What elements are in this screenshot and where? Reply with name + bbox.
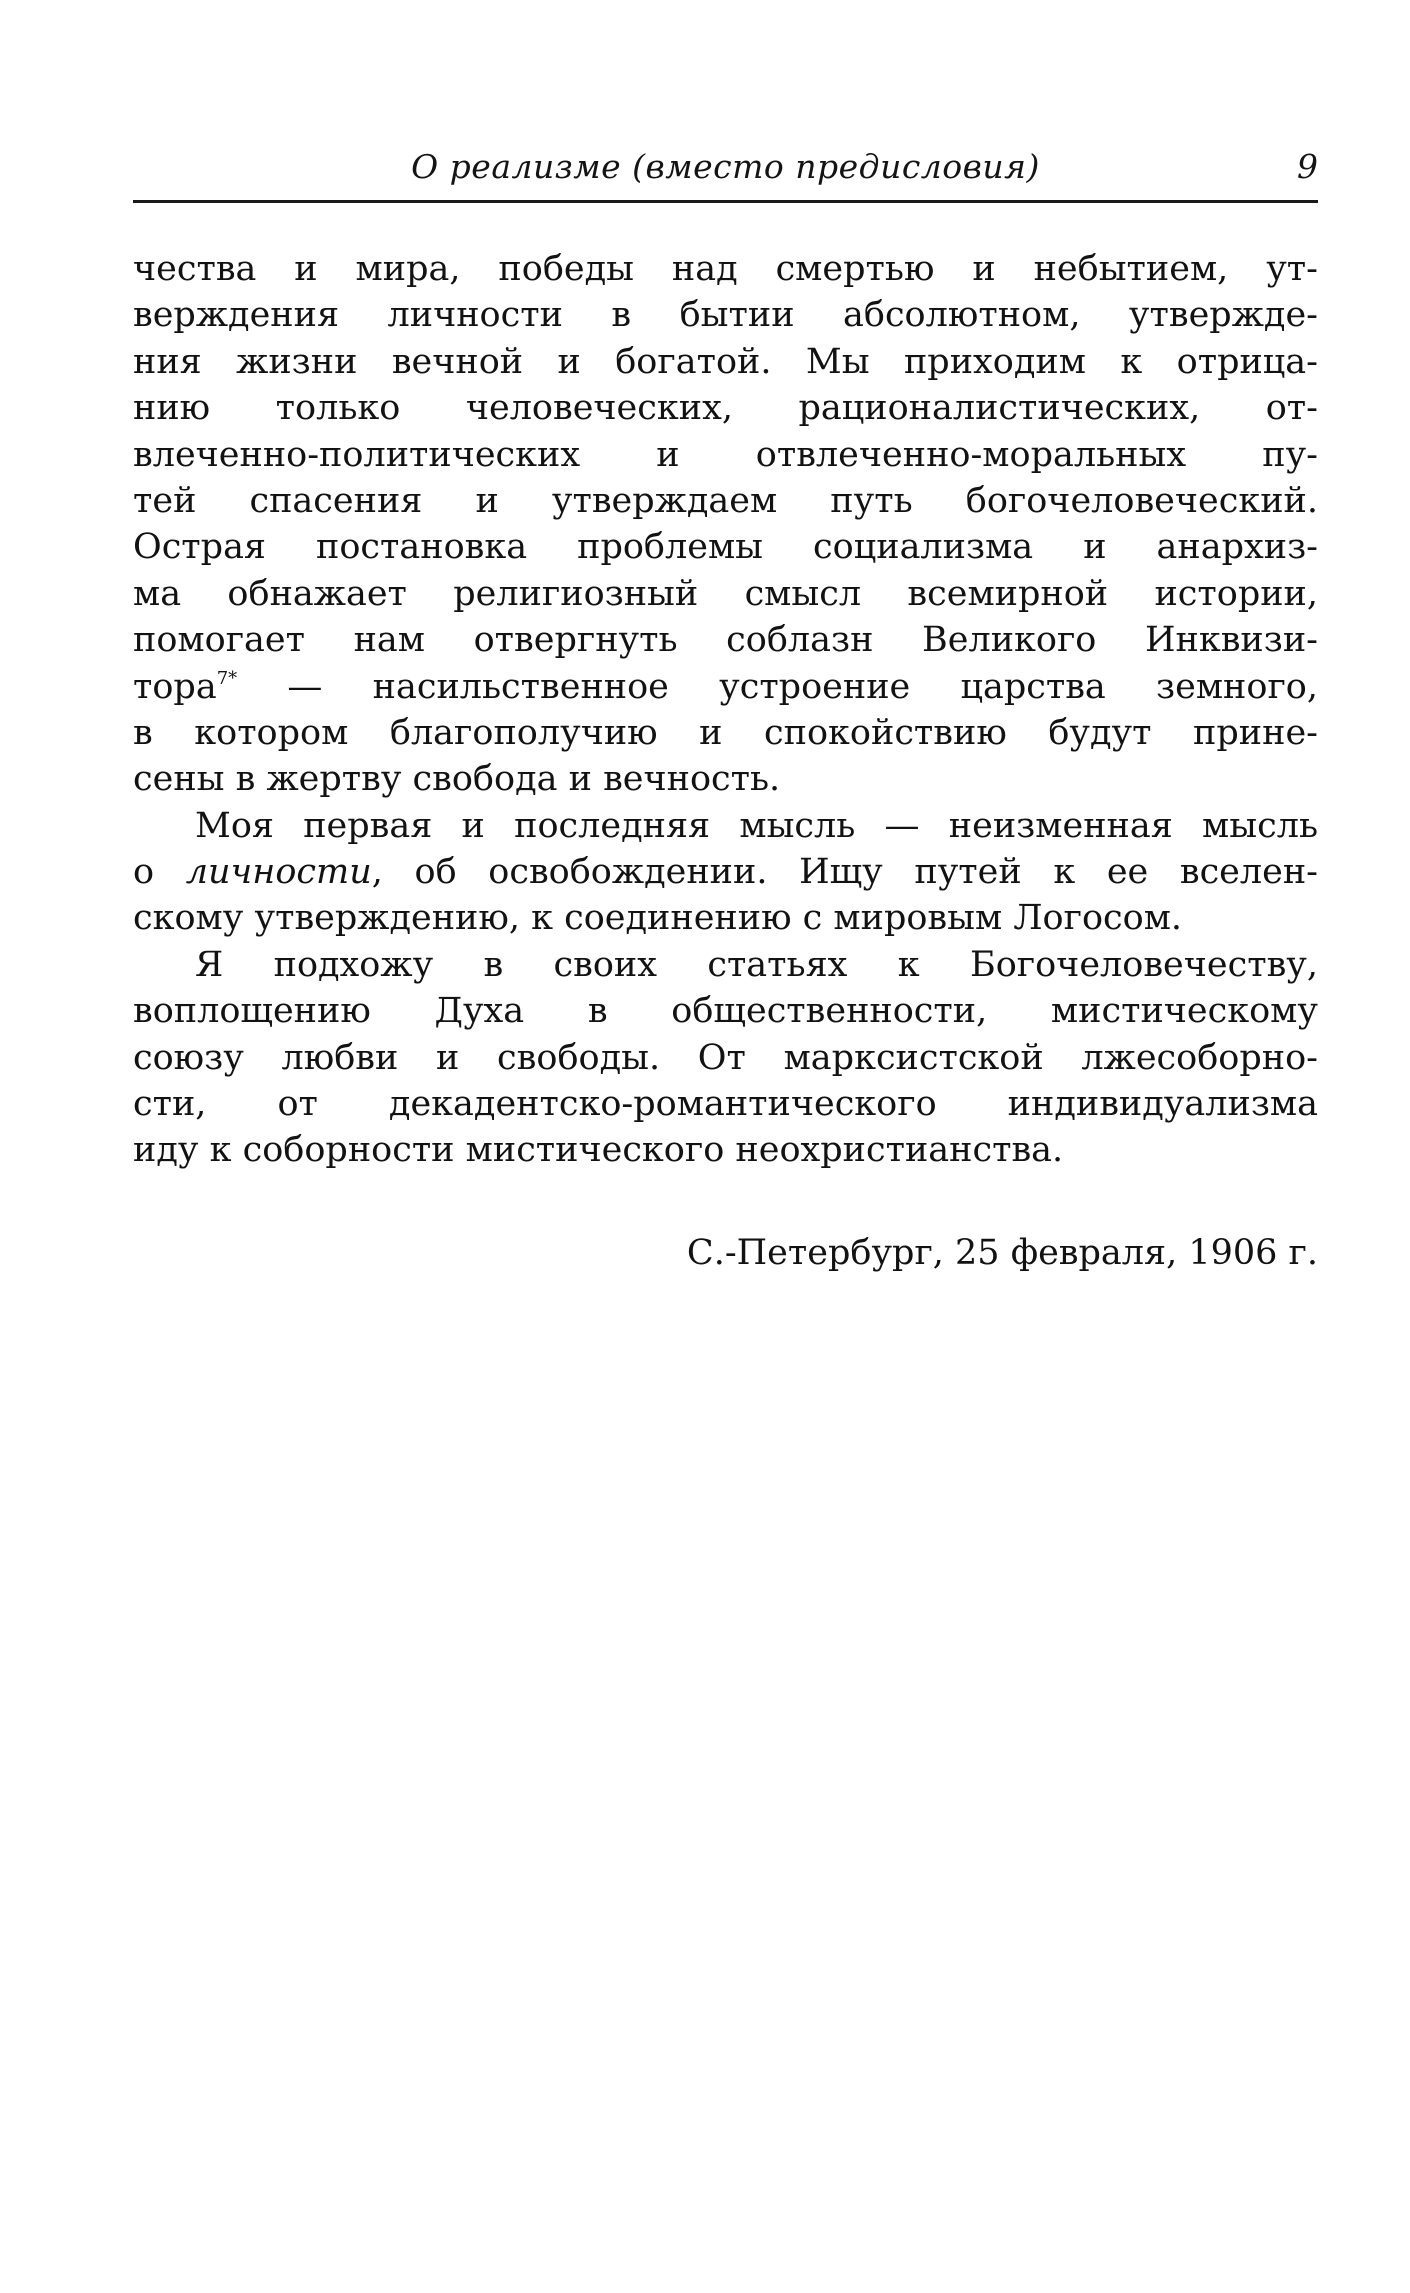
text-line: ния жизни вечной и богатой. Мы приходим к отрица- bbox=[133, 341, 1318, 382]
body-text bbox=[133, 246, 1318, 1174]
text-line: в котором благополучию и спокойствию будут прине- bbox=[133, 712, 1318, 753]
text-line: нию только человеческих, рационалистических, от- bbox=[133, 388, 1318, 429]
text-line: Острая постановка проблемы социализма и анархиз- bbox=[133, 527, 1318, 568]
text-fragment: о bbox=[133, 852, 186, 893]
running-title: О реализме (вместо предисловия) bbox=[411, 147, 1040, 186]
text-line: сти, от декадентско-романтического индивидуализма bbox=[133, 1084, 1318, 1125]
footnote-marker[interactable]: 7* bbox=[216, 667, 238, 689]
text-line: влеченно-политических и отвлеченно-моральных пу- bbox=[133, 434, 1318, 475]
text-fragment: , об освобождении. Ищу путей к ее вселен- bbox=[371, 852, 1318, 893]
text-line: скому утверждению, к соединению с мировым Логосом. bbox=[133, 898, 1183, 939]
text-line: Моя первая и последняя мысль — неизменная мысль bbox=[195, 805, 1318, 846]
text-fragment: тора bbox=[133, 666, 217, 707]
text-line: сены в жертву свобода и вечность. bbox=[133, 759, 781, 800]
text-line: ма обнажает религиозный смысл всемирной истории, bbox=[133, 573, 1318, 614]
header-rule bbox=[133, 200, 1318, 203]
text-line: воплощению Духа в общественности, мистическому bbox=[133, 991, 1318, 1032]
place-date-signature: С.-Петербург, 25 февраля, 1906 г. bbox=[686, 1233, 1318, 1273]
text-line: союзу любви и свободы. От марксистской лжесоборно- bbox=[133, 1037, 1318, 1078]
text-line: помогает нам отвергнуть соблазн Великого Инквизи- bbox=[133, 620, 1318, 661]
text-line: верждения личности в бытии абсолютном, утвержде- bbox=[133, 295, 1318, 336]
text-line bbox=[133, 664, 1318, 710]
text-line: чества и мира, победы над смертью и небытием, ут- bbox=[133, 249, 1318, 289]
emphasis: личности bbox=[185, 852, 372, 893]
text-line: Я подхожу в своих статьях к Богочеловечеству, bbox=[195, 944, 1318, 985]
running-head bbox=[133, 144, 1318, 194]
text-line bbox=[133, 849, 1318, 895]
text-fragment: — насильственное устроение царства земного, bbox=[237, 666, 1318, 707]
text-line: иду к соборности мистического неохристианства. bbox=[133, 1130, 1064, 1171]
text-line: тей спасения и утверждаем путь богочеловеческий. bbox=[133, 480, 1318, 521]
page-number: 9 bbox=[1297, 147, 1318, 186]
